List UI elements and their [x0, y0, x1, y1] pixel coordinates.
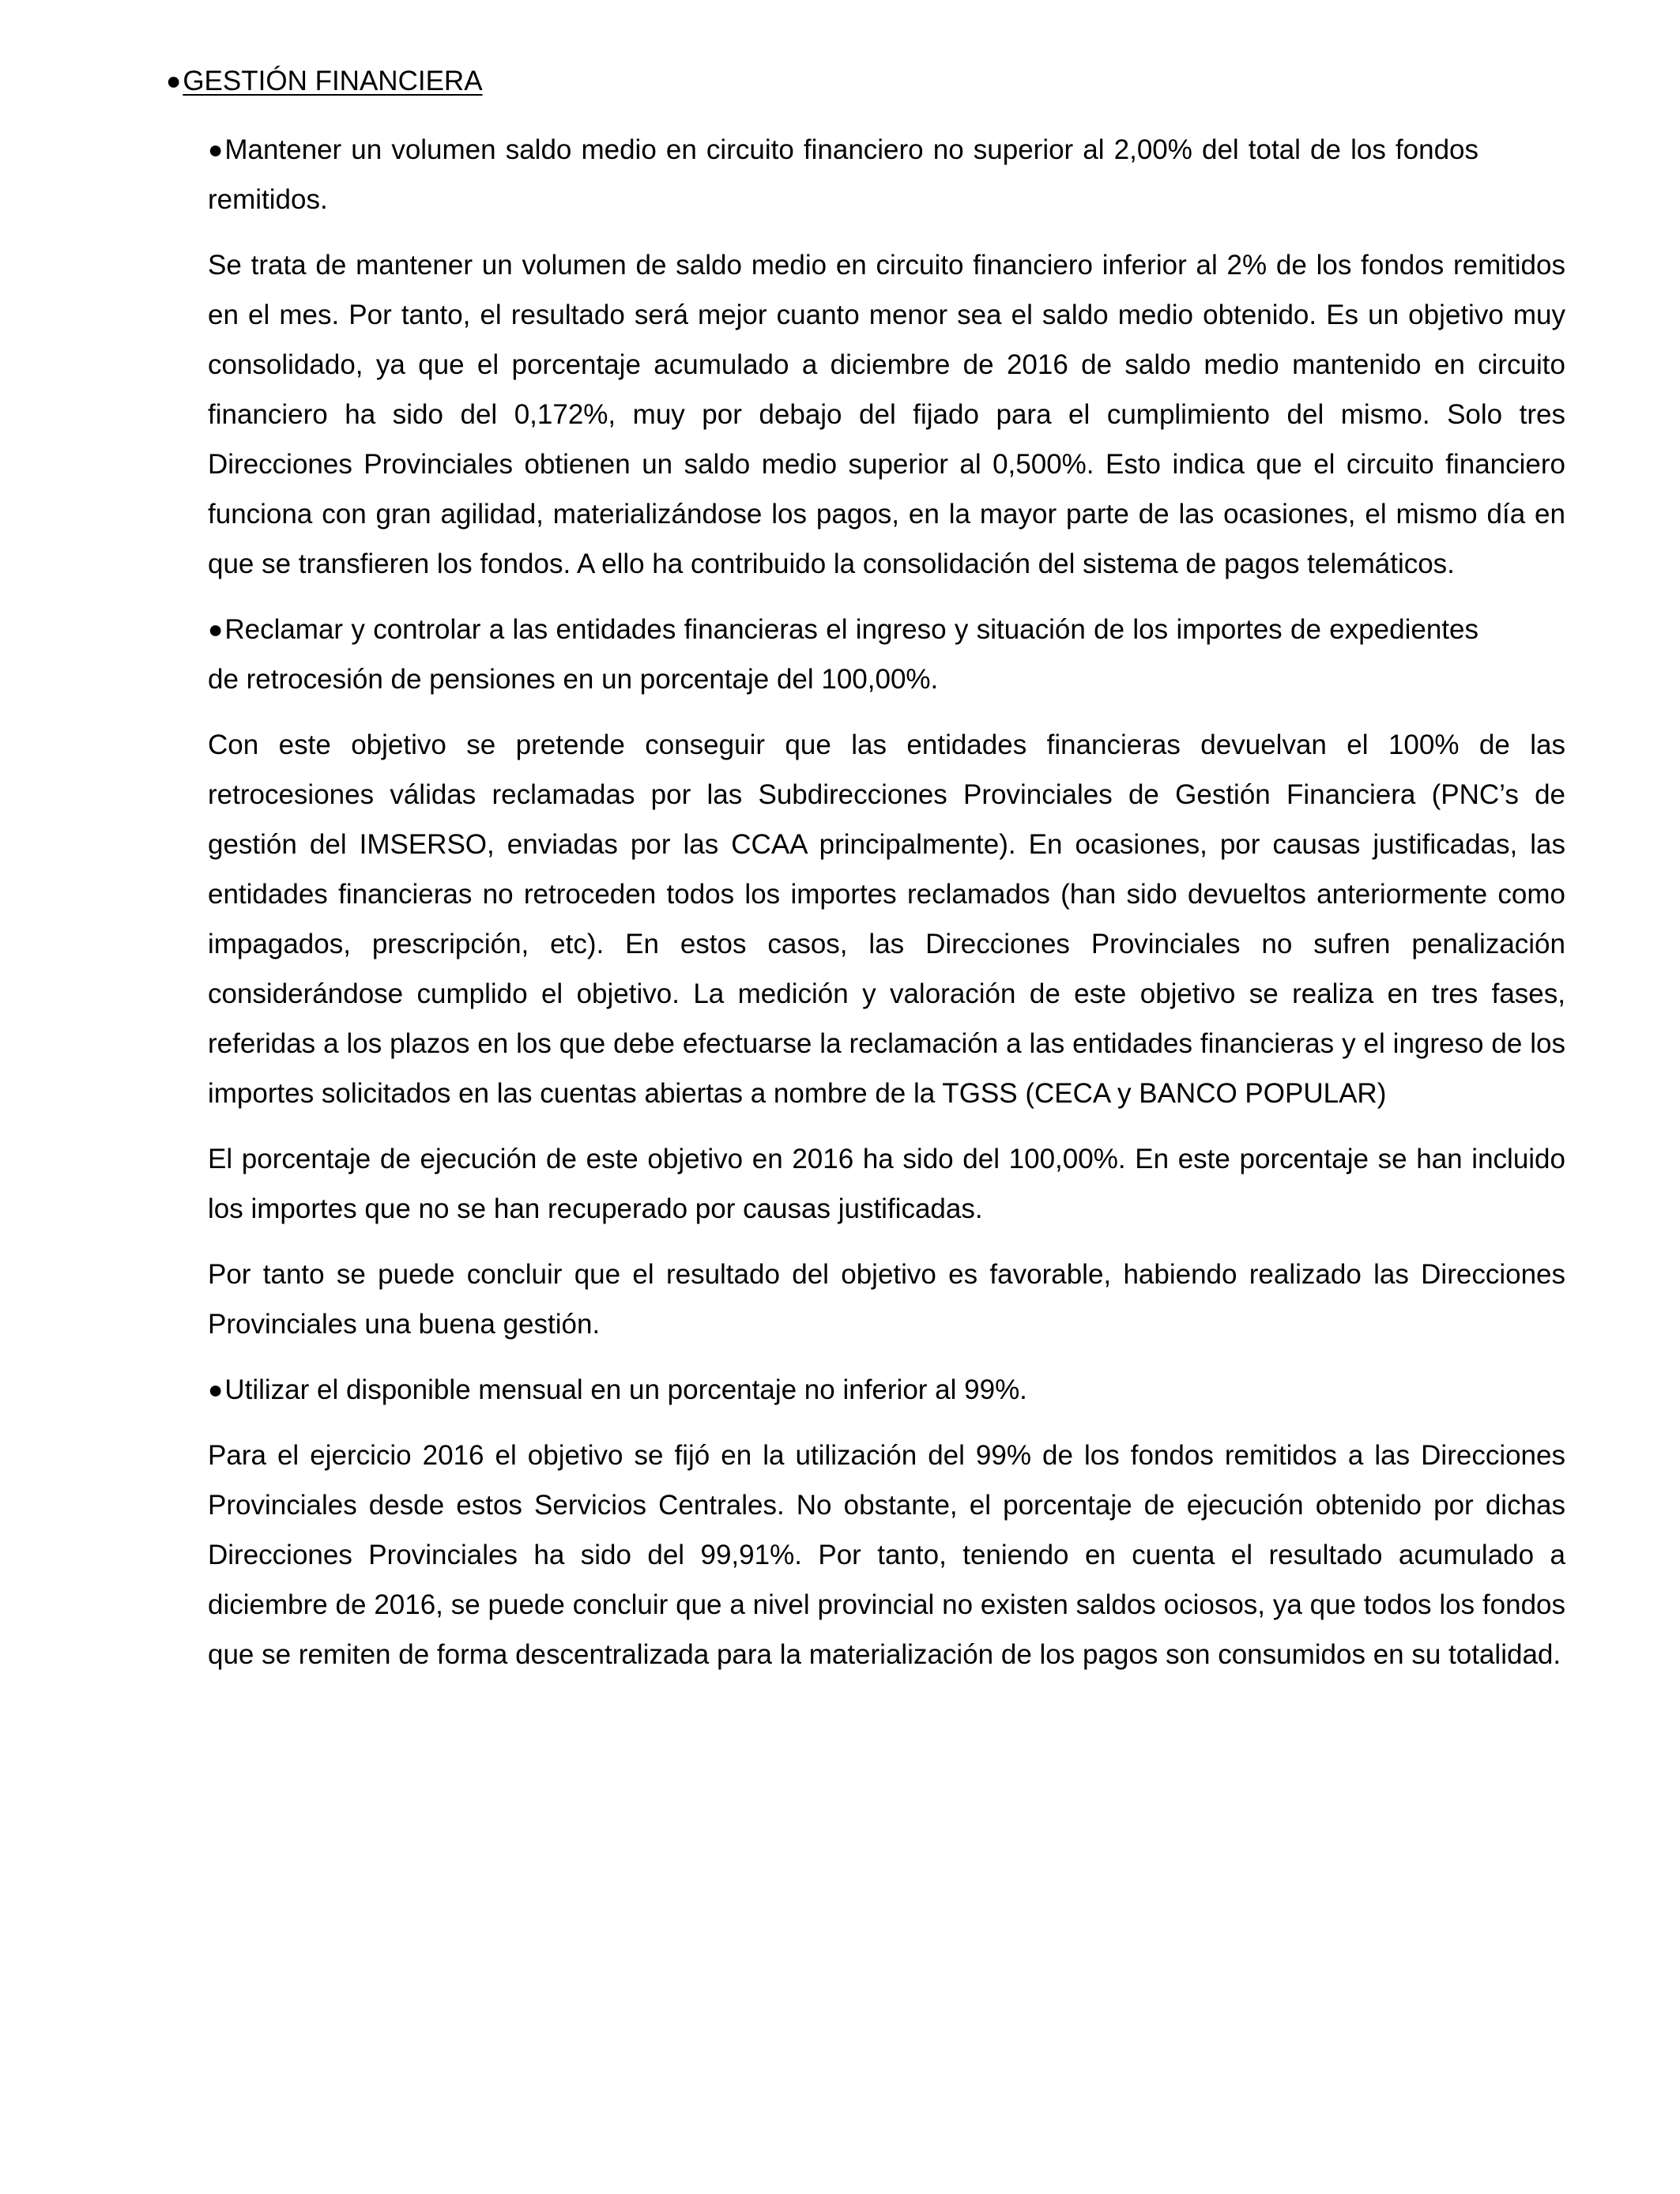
bullet-icon: ●: [208, 615, 224, 643]
bullet-icon: ●: [208, 1375, 224, 1404]
objective-heading: [208, 605, 1478, 704]
paragraph: Se trata de mantener un volumen de saldo medio en circuito financiero inferior al 2% de los fondos remitidos en el mes. Por tanto, el resultado será mejor cuanto menor sea el saldo medio obtenido. Es un objetivo muy consolidado, ya que el porcentaje acumulado a diciembre de 2016 de saldo medio mantenido en circuito financiero ha sido del 0,172%, muy por debajo del fijado para el cumplimiento del mismo. Solo tres Direcciones Provinciales obtienen un saldo medio superior al 0,500%. Esto indica que el circuito financiero funciona con gran agilidad, materializándose los pagos, en la mayor parte de las ocasiones, el mismo día en que se transfieren los fondos. A ello ha contribuido la consolidación del sistema de pagos telemáticos.: [208, 250, 1565, 579]
section-title-label: GESTIÓN FINANCIERA: [183, 66, 483, 96]
paragraph: Con este objetivo se pretende conseguir que las entidades financieras devuelvan el 100% de las retrocesiones válidas reclamadas por las Subdirecciones Provinciales de Gestión Financiera (PNC’s de gestión del IMSERSO, enviadas por las CCAA principalmente). En ocasiones, por causas justificadas, las entidades financieras no retroceden todos los importes reclamados (han sido devueltos anteriormente como impagados, prescripción, etc). En estos casos, las Direcciones Provinciales no sufren penalización considerándose cumplido el objetivo. La medición y valoración de este objetivo se realiza en tres fases, referidas a los plazos en los que debe efectuarse la reclamación a las entidades financieras y el ingreso de los importes solicitados en las cuentas abiertas a nombre de la TGSS (CECA y BANCO POPULAR): [208, 729, 1565, 1109]
paragraph: Para el ejercicio 2016 el objetivo se fijó en la utilización del 99% de los fondos remitidos a las Direcciones Provinciales desde estos Servicios Centrales. No obstante, el porcentaje de ejecución obtenido por dichas Direcciones Provinciales ha sido del 99,91%. Por tanto, teniendo en cuenta el resultado acumulado a diciembre de 2016, se puede concluir que a nivel provincial no existen saldos ociosos, ya que todos los fondos que se remiten de forma descentralizada para la materialización de los pagos son consumidos en su totalidad.: [208, 1440, 1565, 1670]
document-body: [208, 125, 1565, 1695]
bullet-icon: ●: [166, 66, 182, 95]
paragraph: El porcentaje de ejecución de este objetivo en 2016 ha sido del 100,00%. En este porcentaje se han incluido los importes que no se han recuperado por causas justificadas.: [208, 1144, 1565, 1224]
objective-heading: [208, 1365, 1478, 1415]
bullet-icon: ●: [208, 135, 224, 164]
section-title: [166, 63, 483, 99]
objective-heading: [208, 125, 1478, 224]
paragraph: Por tanto se puede concluir que el resultado del objetivo es favorable, habiendo realizado las Direcciones Provinciales una buena gestión.: [208, 1259, 1565, 1340]
objective-heading-text: Reclamar y controlar a las entidades financieras el ingreso y situación de los importes de expedientes de retrocesión de pensiones en un porcentaje del 100,00%.: [208, 614, 1478, 695]
objective-heading-text: Mantener un volumen saldo medio en circuito financiero no superior al 2,00% del total de los fondos remitidos.: [208, 134, 1478, 215]
objective-heading-text: Utilizar el disponible mensual en un porcentaje no inferior al 99%.: [224, 1374, 1027, 1405]
